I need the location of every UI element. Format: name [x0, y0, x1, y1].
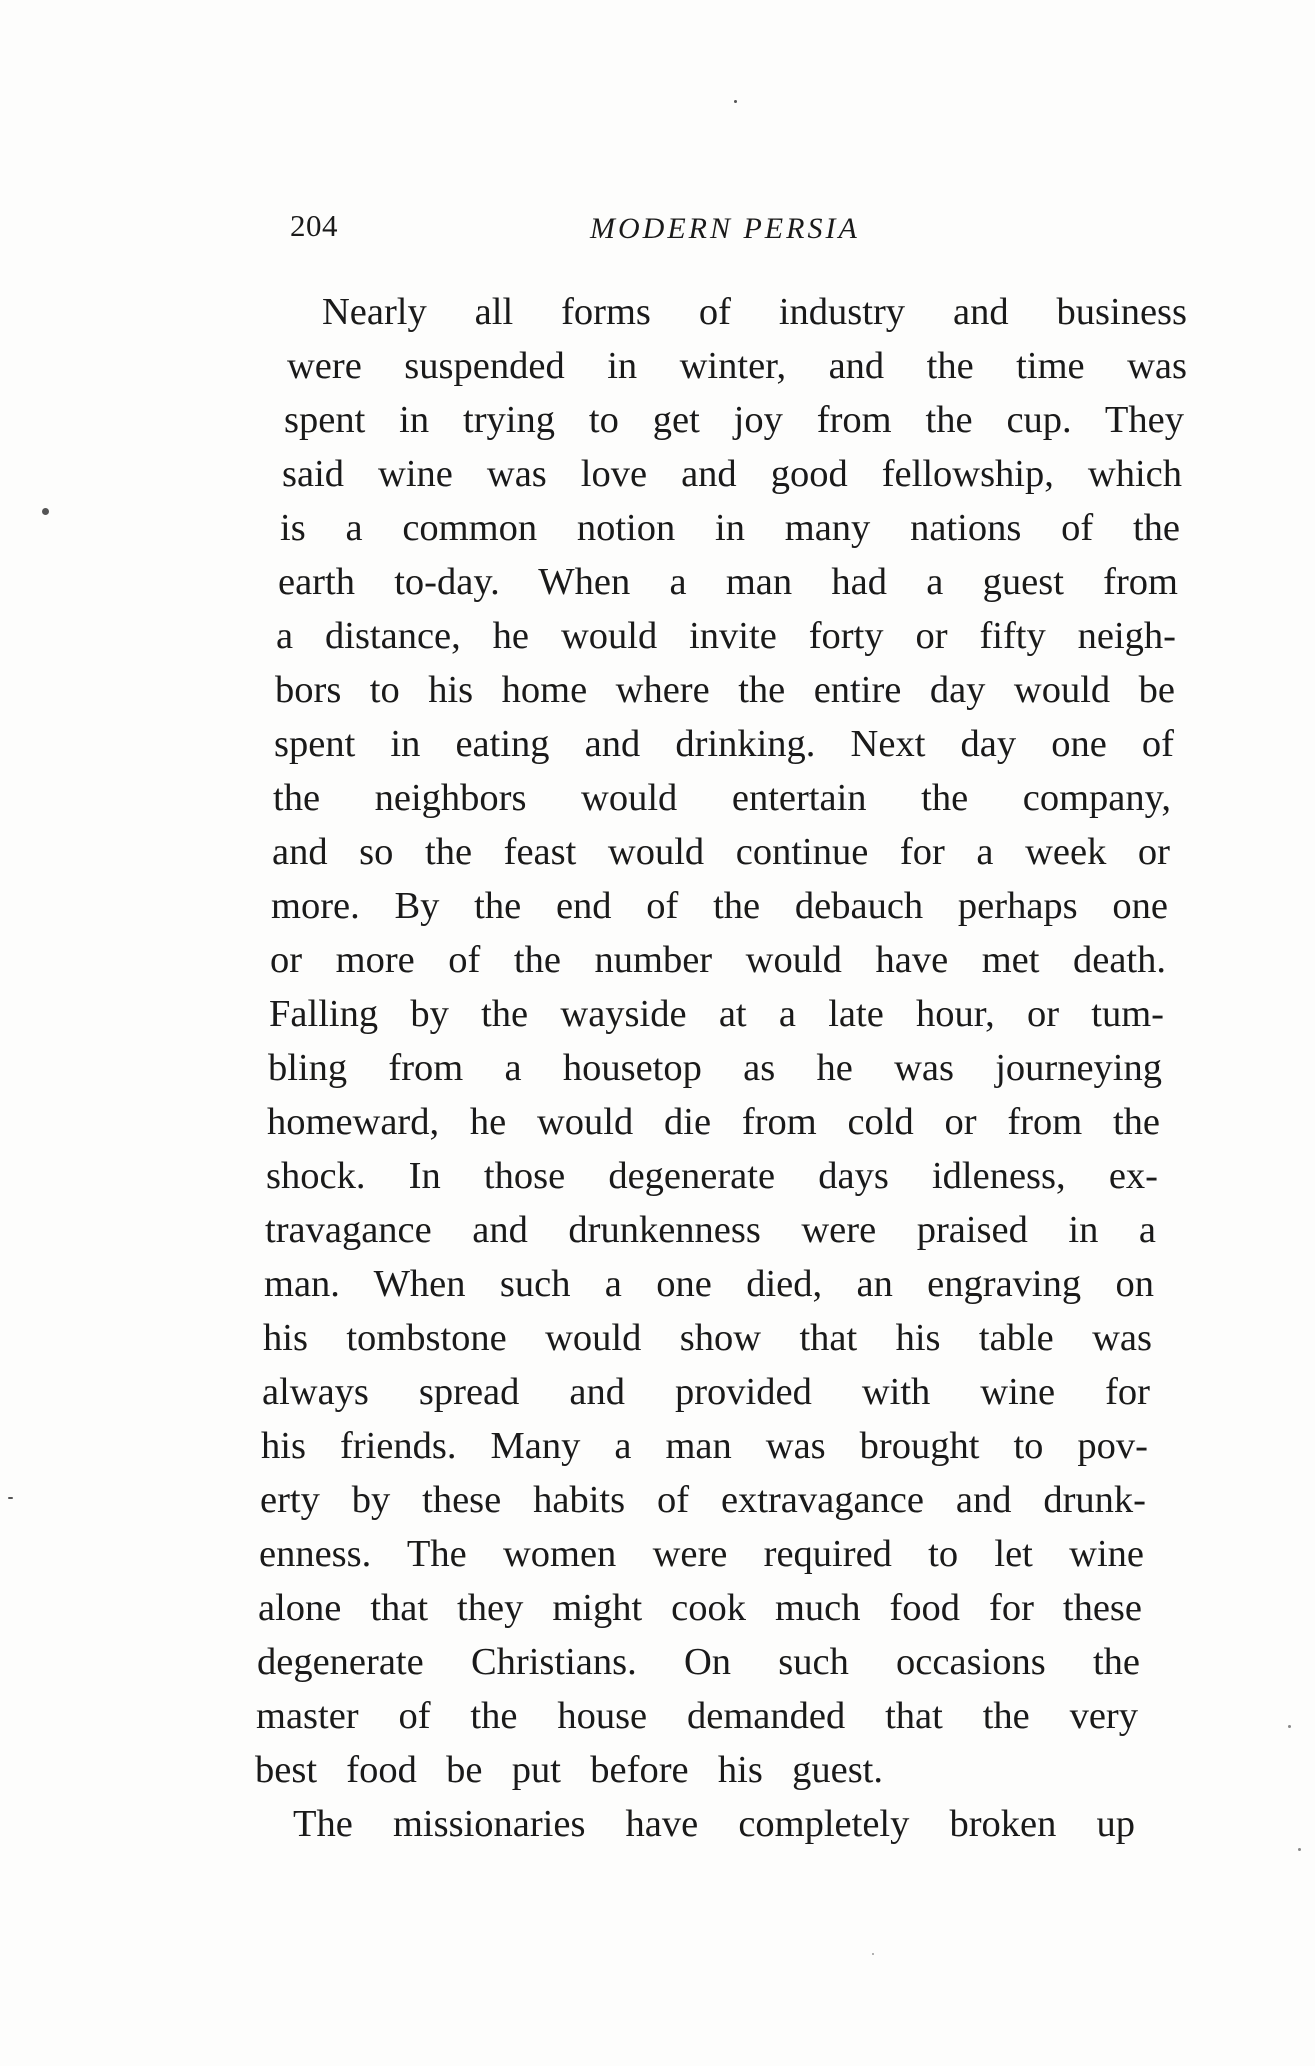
paper-speck	[42, 508, 49, 515]
text-line: or more of the number would have met death.	[270, 939, 1166, 981]
text-line: The missionaries have completely broken up	[293, 1803, 1135, 1845]
text-line: travagance and drunkenness were praised in a	[265, 1209, 1156, 1251]
text-line: Falling by the wayside at a late hour, or tum-	[269, 993, 1164, 1035]
text-line: always spread and provided with wine for	[262, 1371, 1150, 1413]
text-line: degenerate Christians. On such occasions the	[257, 1641, 1140, 1683]
paper-speck	[1298, 1848, 1301, 1851]
paper-speck	[872, 1953, 874, 1955]
text-line: a distance, he would invite forty or fifty neigh-	[276, 615, 1176, 657]
text-line: bling from a housetop as he was journeying	[268, 1047, 1162, 1089]
text-line: enness. The women were required to let wine	[259, 1533, 1144, 1575]
text-line: best food be put before his guest.	[255, 1749, 883, 1791]
text-line: bors to his home where the entire day would be	[275, 669, 1175, 711]
text-line: spent in trying to get joy from the cup. They	[284, 399, 1184, 441]
text-line: is a common notion in many nations of the	[280, 507, 1180, 549]
text-line: his friends. Many a man was brought to pov-	[261, 1425, 1148, 1467]
text-line: erty by these habits of extravagance and drunk-	[260, 1479, 1146, 1521]
paper-speck	[734, 100, 737, 103]
text-line: spent in eating and drinking. Next day one of	[274, 723, 1174, 765]
text-line: the neighbors would entertain the company,	[273, 777, 1171, 819]
text-line: more. By the end of the debauch perhaps one	[271, 885, 1168, 927]
running-title: MODERN PERSIA	[590, 212, 860, 245]
text-line: said wine was love and good fellowship, which	[282, 453, 1182, 495]
paper-speck	[1288, 1725, 1291, 1728]
text-line: alone that they might cook much food for these	[258, 1587, 1142, 1629]
text-line: earth to-day. When a man had a guest from	[278, 561, 1178, 603]
page-number: 204	[290, 208, 338, 243]
text-line: homeward, he would die from cold or from the	[267, 1101, 1160, 1143]
text-line: and so the feast would continue for a week or	[272, 831, 1170, 873]
text-line: Nearly all forms of industry and business	[322, 291, 1187, 333]
text-line: were suspended in winter, and the time was	[287, 345, 1187, 387]
text-line: his tombstone would show that his table was	[263, 1317, 1152, 1359]
text-line: shock. In those degenerate days idleness, ex-	[266, 1155, 1158, 1197]
running-head	[290, 208, 1170, 248]
text-line: master of the house demanded that the very	[256, 1695, 1138, 1737]
text-line: man. When such a one died, an engraving on	[264, 1263, 1154, 1305]
paper-speck	[8, 1497, 13, 1499]
